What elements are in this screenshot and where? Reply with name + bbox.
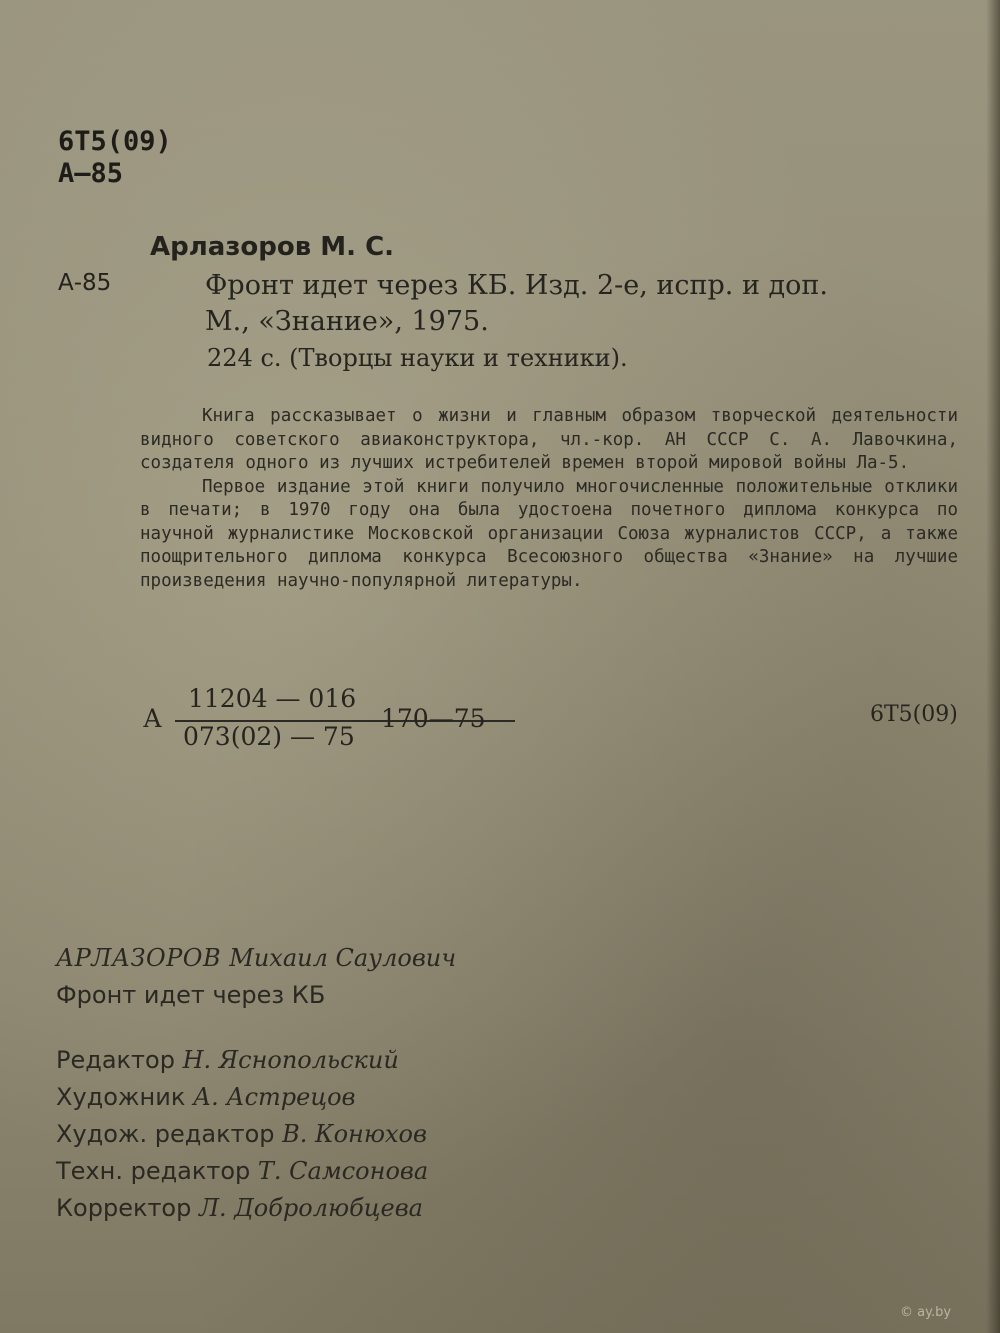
credit-role: Корректор: [56, 1194, 199, 1222]
author-surname: АРЛАЗОРОВ: [56, 944, 230, 972]
classification-code: 6Т5(09): [870, 702, 958, 727]
fraction-code: 170—75: [381, 704, 486, 733]
credit-name: Н. Яснопольский: [182, 1046, 399, 1074]
credit-row: [56, 1190, 456, 1227]
author-heading: Арлазоров М. С.: [150, 232, 395, 262]
title-line-2: М., «Знание», 1975.: [205, 306, 489, 337]
library-index: [58, 126, 172, 190]
author-code: А-85: [58, 270, 112, 296]
credit-role: Редактор: [56, 1046, 183, 1074]
library-index-line2: А—85: [58, 158, 124, 189]
title-line-1: Фронт идет через КБ. Изд. 2-е, испр. и доп.: [205, 270, 828, 301]
credit-row: [56, 1116, 456, 1153]
title-line-3: 224 с. (Творцы науки и техники).: [207, 344, 628, 372]
credit-name: А. Астрецов: [192, 1083, 356, 1111]
imprint-title: Фронт идет через КБ: [56, 981, 326, 1009]
credit-row: [56, 1079, 456, 1116]
credit-name: Т. Самсонова: [257, 1157, 429, 1185]
annotation-paragraph: Первое издание этой книги получило многочисленные положительные отклики в печати; в 1970 году она была удостоена почетного диплома конкурса по научной журналистике Московской организации Союза журналистов СССР, а также поощрительного диплома конкурса Всесоюзного общества «Знание» на лучшие произведения научно-популярной литературы.: [140, 476, 958, 591]
page-edge-shadow: [986, 0, 1000, 1333]
library-index-line1: 6Т5(09): [58, 126, 172, 157]
credit-name: Л. Добролюбцева: [198, 1194, 423, 1222]
annotation: [140, 405, 958, 593]
credit-row: [56, 1042, 456, 1079]
annotation-paragraph: Книга рассказывает о жизни и главным образом творческой деятельности видного советского авиаконструктора, чл.-кор. АН СССР С. А. Лавочкина, создателя одного из лучших истребителей времен второй мировой войны Ла-5.: [140, 406, 958, 473]
author-full-name: Михаил Саулович: [229, 944, 457, 972]
credit-role: Худож. редактор: [56, 1120, 283, 1148]
imprint-author: [56, 940, 456, 977]
fraction-numerator: 11204 — 016: [188, 684, 357, 713]
fraction-letter: А: [143, 704, 162, 733]
credit-role: Художник: [56, 1083, 193, 1111]
credit-name: В. Конюхов: [282, 1120, 427, 1148]
imprint-block: [56, 940, 456, 1227]
fraction-denominator: 073(02) — 75: [183, 722, 355, 751]
site-watermark: © ay.by: [900, 1305, 952, 1320]
bibliographic-title: [205, 268, 828, 376]
credit-row: [56, 1153, 456, 1190]
credit-role: Техн. редактор: [56, 1157, 258, 1185]
